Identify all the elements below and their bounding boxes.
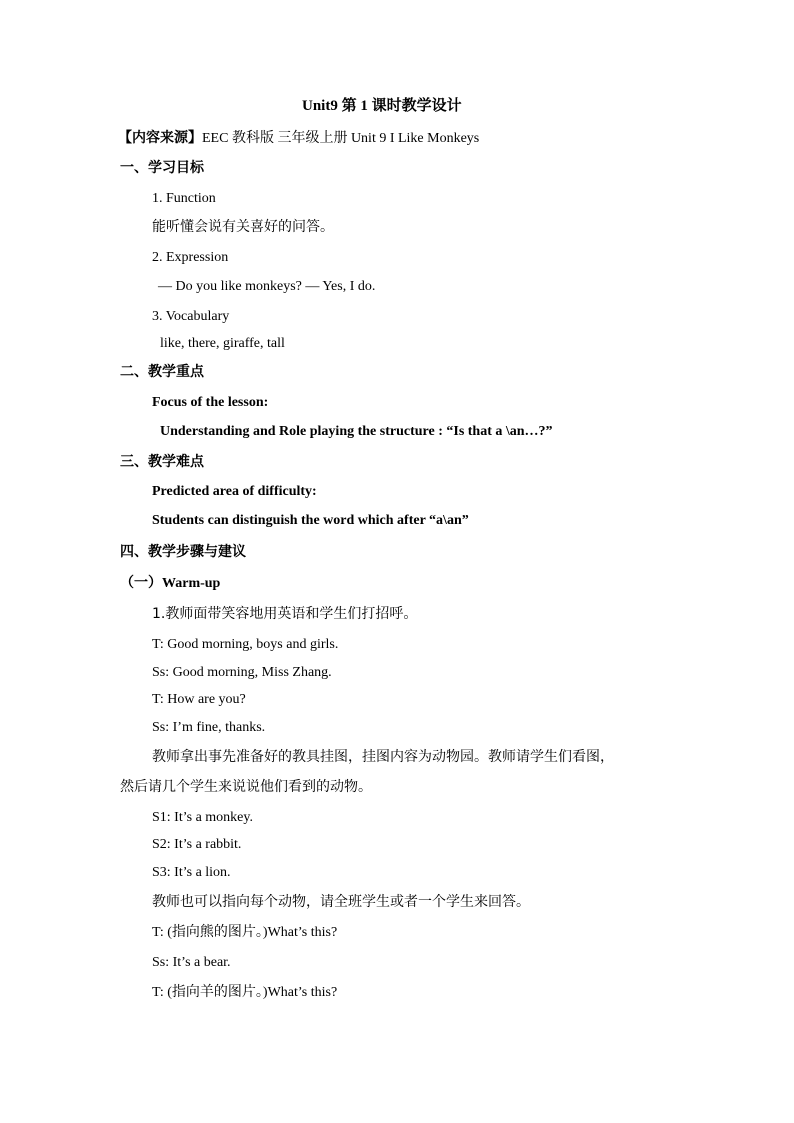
step-line-10: 教师也可以指向每个动物，请全班学生或者一个学生来回答。 [152, 894, 530, 910]
goal-expression-text: — Do you like monkeys? — Yes, I do. [158, 279, 376, 294]
step-line-5: Ss: I’m fine, thanks. [152, 720, 266, 735]
step-line-4: T: How are you? [152, 692, 246, 707]
section-heading-steps: 四、教学步骤与建议 [120, 544, 246, 560]
step-line-13: T: (指向羊的图片。)What’s this? [152, 985, 338, 1000]
difficulty-head: Predicted area of difficulty: [152, 484, 317, 499]
goal-vocab-head: 3. Vocabulary [152, 309, 230, 324]
step-line-9: S3: It’s a lion. [152, 865, 231, 880]
source-text: EEC 教科版 三年级上册 Unit 9 I Like Monkeys [202, 131, 480, 146]
step-line-11: T: (指向熊的图片。)What’s this? [152, 925, 338, 940]
section-heading-focus: 二、教学重点 [120, 364, 204, 380]
section-heading-difficulty: 三、教学难点 [120, 454, 204, 470]
focus-head: Focus of the lesson: [152, 395, 269, 410]
goal-expression-head: 2. Expression [152, 250, 229, 265]
goal-function-head: 1. Function [152, 191, 216, 206]
step-line-12: Ss: It’s a bear. [152, 955, 231, 970]
source-label: 【内容来源】 [118, 130, 202, 146]
step-line-8: S2: It’s a rabbit. [152, 837, 242, 852]
goal-function-text: 能听懂会说有关喜好的问答。 [152, 219, 334, 235]
step-line-2: T: Good morning, boys and girls. [152, 637, 339, 652]
difficulty-text: Students can distinguish the word which after “a\an” [152, 513, 469, 528]
step-line-6a: 教师拿出事先准备好的教具挂图，挂图内容为动物园。教师请学生们看图， [152, 749, 614, 765]
step-line-7: S1: It’s a monkey. [152, 810, 253, 825]
section-heading-goals: 一、学习目标 [120, 160, 204, 176]
focus-text: Understanding and Role playing the structure : “Is that a \an…?” [160, 424, 553, 439]
step-line-3: Ss: Good morning, Miss Zhang. [152, 665, 332, 680]
step-line-1: 1.教师面带笑容地用英语和学生们打招呼。 [152, 606, 418, 622]
source-line [118, 128, 479, 149]
goal-vocab-text: like, there, giraffe, tall [160, 336, 285, 351]
warmup-heading: （一）Warm-up [120, 576, 221, 591]
step-line-6b: 然后请几个学生来说说他们看到的动物。 [120, 779, 372, 795]
doc-title: Unit9 第 1 课时教学设计 [302, 98, 462, 114]
